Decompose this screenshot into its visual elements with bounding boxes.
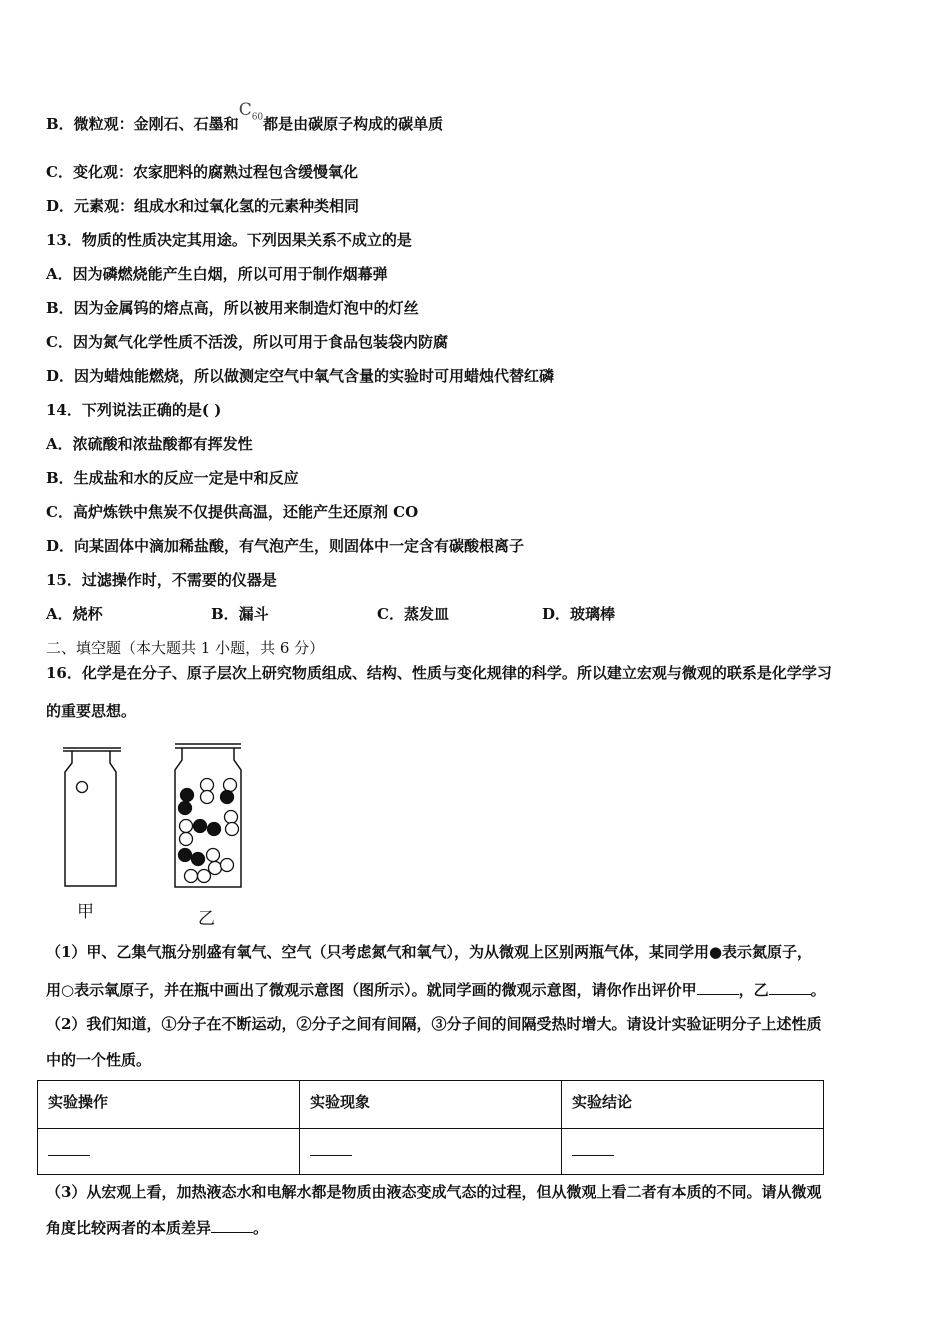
header-conclusion: 实验结论: [562, 1081, 824, 1129]
answer-blank-yi[interactable]: [769, 980, 811, 995]
q16-part2-line1: （2）我们知道，①分子在不断运动，②分子之间有间隔，③分子间的间隔受热时增大。请设计实验证明分子上述性质: [46, 1015, 822, 1033]
answer-blank-conclusion[interactable]: [572, 1141, 614, 1156]
gas-bottles-figure: [55, 740, 255, 890]
c60-formula: $C_{60}$: [238, 100, 264, 123]
q16-part3-line2: 角度比较两者的本质差异 。: [46, 1219, 269, 1237]
q16-part1-line1: （1）甲、乙集气瓶分别盛有氧气、空气（只考虑氮气和氧气），为从微观上区别两瓶气体，某同学用●表示氮原子，: [46, 943, 813, 961]
answer-blank-jia[interactable]: [697, 980, 739, 995]
answer-blank-operation[interactable]: [48, 1141, 90, 1156]
label-jia: 甲: [77, 902, 94, 922]
molecules-yi: [179, 779, 239, 883]
q16-part3-line1: （3）从宏观上看，加热液态水和电解水都是物质由液态变成气态的过程，但从微观上看二者有本质的不同。请从微观: [46, 1183, 822, 1201]
q14-option-a: A．浓硫酸和浓盐酸都有挥发性: [46, 435, 253, 453]
q12-option-b: B．微粒观：金刚石、石墨和$C_{60}$都是由碳原子构成的碳单质: [46, 100, 444, 133]
answer-blank-phenomenon[interactable]: [310, 1141, 352, 1156]
table-answer-row: [38, 1129, 824, 1175]
q14-option-b: B．生成盐和水的反应一定是中和反应: [46, 469, 299, 487]
oxygen-atom-jia: [77, 782, 88, 793]
q15-stem: 15．过滤操作时，不需要的仪器是: [46, 571, 277, 589]
cell-conclusion: [562, 1129, 824, 1175]
q16-stem-line1: 16．化学是在分子、原子层次上研究物质组成、结构、性质与变化规律的科学。所以建立宏观与微观的联系是化学学习: [46, 664, 832, 682]
label-yi: 乙: [198, 909, 215, 929]
cell-operation: [38, 1129, 300, 1175]
q15-option-a: A．烧杯: [46, 605, 103, 623]
header-phenomenon: 实验现象: [300, 1081, 562, 1129]
q14-option-d: D．向某固体中滴加稀盐酸，有气泡产生，则固体中一定含有碳酸根离子: [46, 537, 525, 555]
table-header-row: [38, 1081, 824, 1129]
q13-option-a: A．因为磷燃烧能产生白烟，所以可用于制作烟幕弹: [46, 265, 388, 283]
q13-stem: 13．物质的性质决定其用途。下列因果关系不成立的是: [46, 231, 412, 249]
q14-stem: 14．下列说法正确的是( ): [46, 401, 222, 419]
q15-option-c: C．蒸发皿: [377, 605, 449, 623]
q15-options: [46, 604, 746, 624]
q12-option-d: D．元素观：组成水和过氧化氢的元素种类相同: [46, 197, 360, 215]
q13-option-d: D．因为蜡烛能燃烧，所以做测定空气中氧气含量的实验时可用蜡烛代替红磷: [46, 367, 555, 385]
header-operation: 实验操作: [38, 1081, 300, 1129]
q12-option-c: C．变化观：农家肥料的腐熟过程包含缓慢氧化: [46, 163, 358, 181]
q14-option-c: C．高炉炼铁中焦炭不仅提供高温，还能产生还原剂 CO: [46, 503, 419, 521]
section-title: 二、填空题（本大题共 1 小题，共 6 分）: [46, 639, 325, 657]
q16-part1-line2: 用○表示氧原子，并在瓶中画出了微观示意图（图所示）。就同学画的微观示意图，请你作出评价甲 ，乙 。: [46, 981, 826, 999]
q13-option-c: C．因为氮气化学性质不活泼，所以可用于食品包装袋内防腐: [46, 333, 448, 351]
q15-option-d: D．玻璃棒: [542, 605, 616, 623]
experiment-table: [37, 1080, 824, 1175]
q16-part2-line2: 中的一个性质。: [46, 1051, 152, 1069]
answer-blank-difference[interactable]: [211, 1218, 253, 1233]
q15-option-b: B．漏斗: [211, 605, 269, 623]
q16-stem-line2: 的重要思想。: [46, 702, 137, 720]
q13-option-b: B．因为金属钨的熔点高，所以被用来制造灯泡中的灯丝: [46, 299, 419, 317]
cell-phenomenon: [300, 1129, 562, 1175]
bottle-jia: [63, 748, 121, 886]
